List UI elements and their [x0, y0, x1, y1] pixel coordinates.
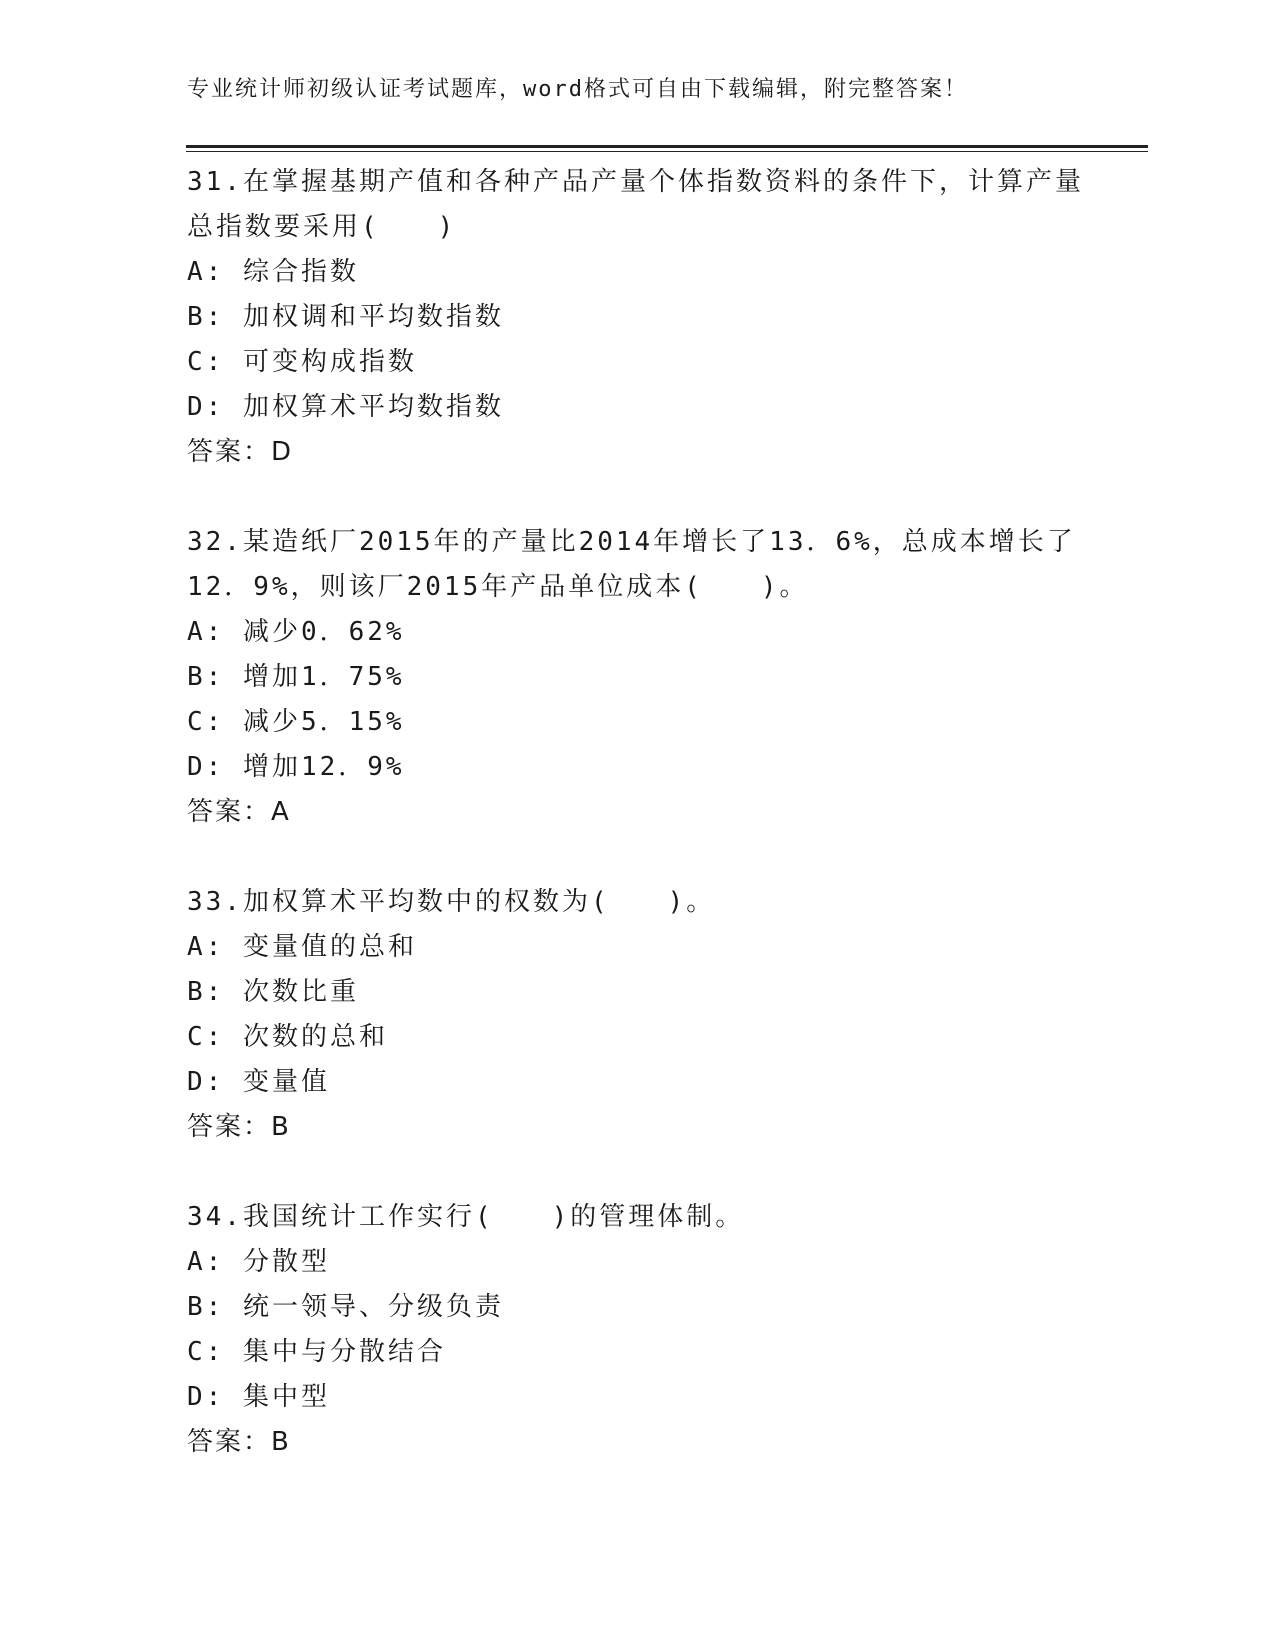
- spacer: [187, 835, 1147, 880]
- header-rule-thin: [186, 151, 1148, 152]
- option-c: C: 减少5．15%: [187, 707, 405, 737]
- question-stem: 33.加权算术平均数中的权数为( )。: [187, 887, 716, 917]
- option-a: A: 综合指数: [187, 257, 359, 287]
- question-stem: 12．9%，则该厂2015年产品单位成本( )。: [187, 572, 809, 602]
- question-stem: 总指数要采用( ): [187, 212, 457, 242]
- spacer: [187, 475, 1147, 520]
- option-d: D: 变量值: [187, 1067, 330, 1097]
- option-a: A: 减少0．62%: [187, 617, 405, 647]
- answer: 答案：D: [187, 437, 294, 467]
- option-a: A: 变量值的总和: [187, 932, 417, 962]
- question-33: [187, 880, 1147, 1150]
- option-b: B: 统一领导、分级负责: [187, 1292, 504, 1322]
- option-b: B: 增加1．75%: [187, 662, 405, 692]
- question-stem: 34.我国统计工作实行( )的管理体制。: [187, 1202, 745, 1232]
- question-stem: 32.某造纸厂2015年的产量比2014年增长了13．6%，总成本增长了: [187, 527, 1076, 557]
- spacer: [187, 1150, 1147, 1195]
- option-c: C: 可变构成指数: [187, 347, 417, 377]
- answer: 答案：B: [187, 1427, 291, 1457]
- option-d: D: 增加12．9%: [187, 752, 405, 782]
- option-d: D: 集中型: [187, 1382, 330, 1412]
- option-d: D: 加权算术平均数指数: [187, 392, 504, 422]
- question-32: [187, 520, 1147, 835]
- option-c: C: 集中与分散结合: [187, 1337, 446, 1367]
- question-31: [187, 160, 1147, 475]
- page-header: 专业统计师初级认证考试题库，word格式可自由下载编辑，附完整答案！: [187, 77, 968, 102]
- answer: 答案：A: [187, 797, 291, 827]
- answer: 答案：B: [187, 1112, 291, 1142]
- question-34: [187, 1195, 1147, 1465]
- option-a: A: 分散型: [187, 1247, 330, 1277]
- question-list: [187, 160, 1147, 1465]
- option-b: B: 加权调和平均数指数: [187, 302, 504, 332]
- option-c: C: 次数的总和: [187, 1022, 388, 1052]
- question-stem: 31.在掌握基期产值和各种产品产量个体指数资料的条件下，计算产量: [187, 167, 1084, 197]
- option-b: B: 次数比重: [187, 977, 359, 1007]
- header-rule-thick: [186, 145, 1148, 148]
